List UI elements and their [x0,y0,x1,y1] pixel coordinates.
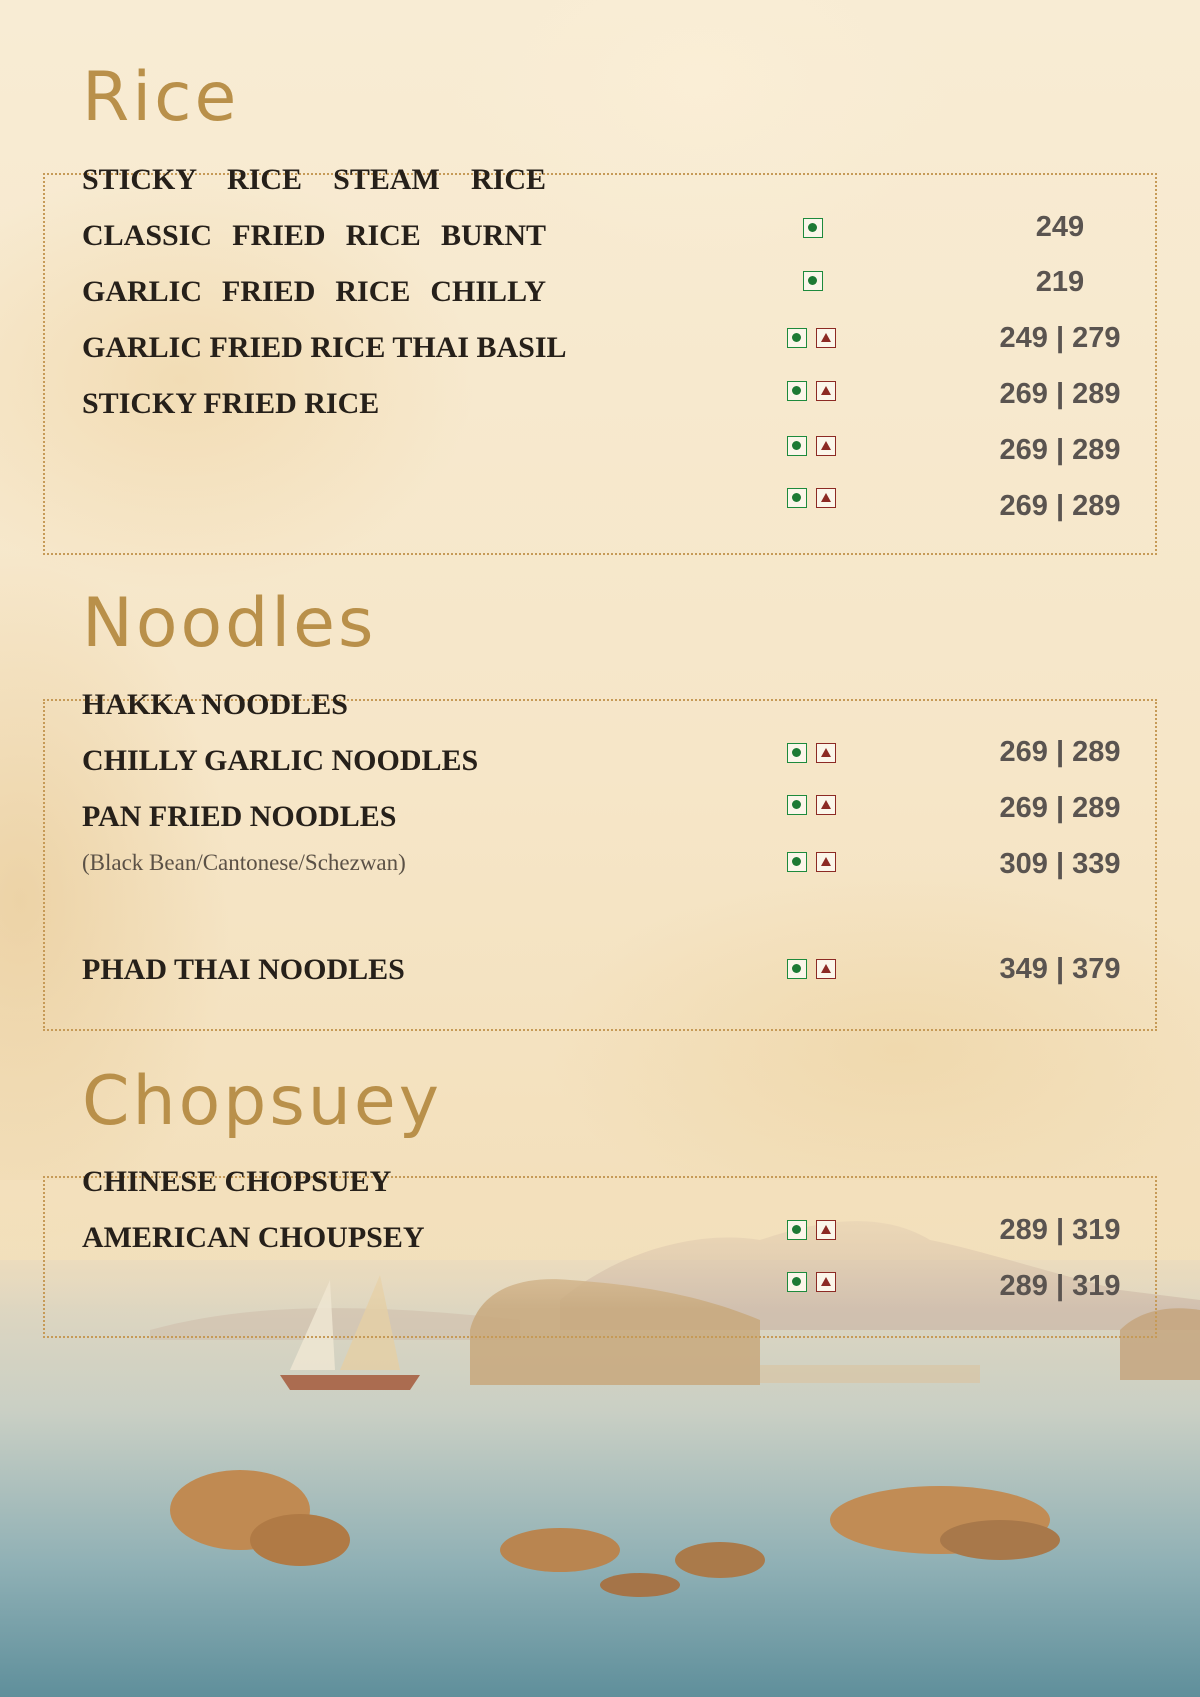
non-veg-marker-icon [816,436,836,456]
veg-marker-icon [787,381,807,401]
menu-item-note: (Black Bean/Cantonese/Schezwan) [82,850,406,875]
veg-marker-icon [787,1272,807,1292]
menu-item-price: 349 | 379 [999,953,1121,985]
menu-item-name: STICKY RICE STEAM RICE [82,163,546,196]
diet-markers [787,381,836,403]
menu-item-price: 269 | 289 [999,434,1121,466]
veg-marker-icon [787,488,807,508]
diet-markers [787,436,836,458]
diet-markers [787,328,836,350]
section-title-rice: Rice [82,58,240,137]
menu-item-price: 249 [1035,211,1085,243]
section-title-noodles: Noodles [82,584,377,663]
menu-item-name: GARLIC FRIED RICE CHILLY [82,275,546,308]
non-veg-marker-icon [816,328,836,348]
non-veg-marker-icon [816,1220,836,1240]
veg-marker-icon [787,436,807,456]
diet-markers [803,218,823,240]
menu-item-price: 219 [1035,266,1085,298]
menu-item-name: STICKY FRIED RICE [82,387,380,420]
menu-item-price: 269 | 289 [999,378,1121,410]
menu-item-name: PHAD THAI NOODLES [82,953,405,986]
non-veg-marker-icon [816,488,836,508]
menu-item-name: GARLIC FRIED RICE THAI BASIL [82,331,567,364]
diet-markers [787,959,836,981]
non-veg-marker-icon [816,959,836,979]
section-title-chopsuey: Chopsuey [82,1062,442,1141]
menu-item-name: CHILLY GARLIC NOODLES [82,744,479,777]
menu-item-price: 289 | 319 [999,1214,1121,1246]
menu-item-name: PAN FRIED NOODLES [82,800,397,833]
menu-item-price: 269 | 289 [999,490,1121,522]
veg-marker-icon [803,271,823,291]
veg-marker-icon [787,795,807,815]
menu-item-name: AMERICAN CHOUPSEY [82,1221,425,1254]
chopsuey-items-box [43,1176,1157,1338]
non-veg-marker-icon [816,795,836,815]
menu-item-price: 249 | 279 [999,322,1121,354]
veg-marker-icon [787,743,807,763]
menu-item-name: HAKKA NOODLES [82,688,348,721]
non-veg-marker-icon [816,1272,836,1292]
diet-markers [787,795,836,817]
diet-markers [787,1220,836,1242]
non-veg-marker-icon [816,852,836,872]
veg-marker-icon [787,852,807,872]
veg-marker-icon [787,328,807,348]
veg-marker-icon [787,1220,807,1240]
menu-item-price: 269 | 289 [999,792,1121,824]
veg-marker-icon [803,218,823,238]
menu-item-name: CLASSIC FRIED RICE BURNT [82,219,546,252]
veg-marker-icon [787,959,807,979]
menu-item-price: 309 | 339 [999,848,1121,880]
diet-markers [787,743,836,765]
non-veg-marker-icon [816,743,836,763]
menu-item-price: 289 | 319 [999,1270,1121,1302]
diet-markers [787,852,836,874]
menu-item-name: CHINESE CHOPSUEY [82,1165,392,1198]
diet-markers [787,488,836,510]
non-veg-marker-icon [816,381,836,401]
diet-markers [787,1272,836,1294]
diet-markers [803,271,823,293]
menu-item-price: 269 | 289 [999,736,1121,768]
